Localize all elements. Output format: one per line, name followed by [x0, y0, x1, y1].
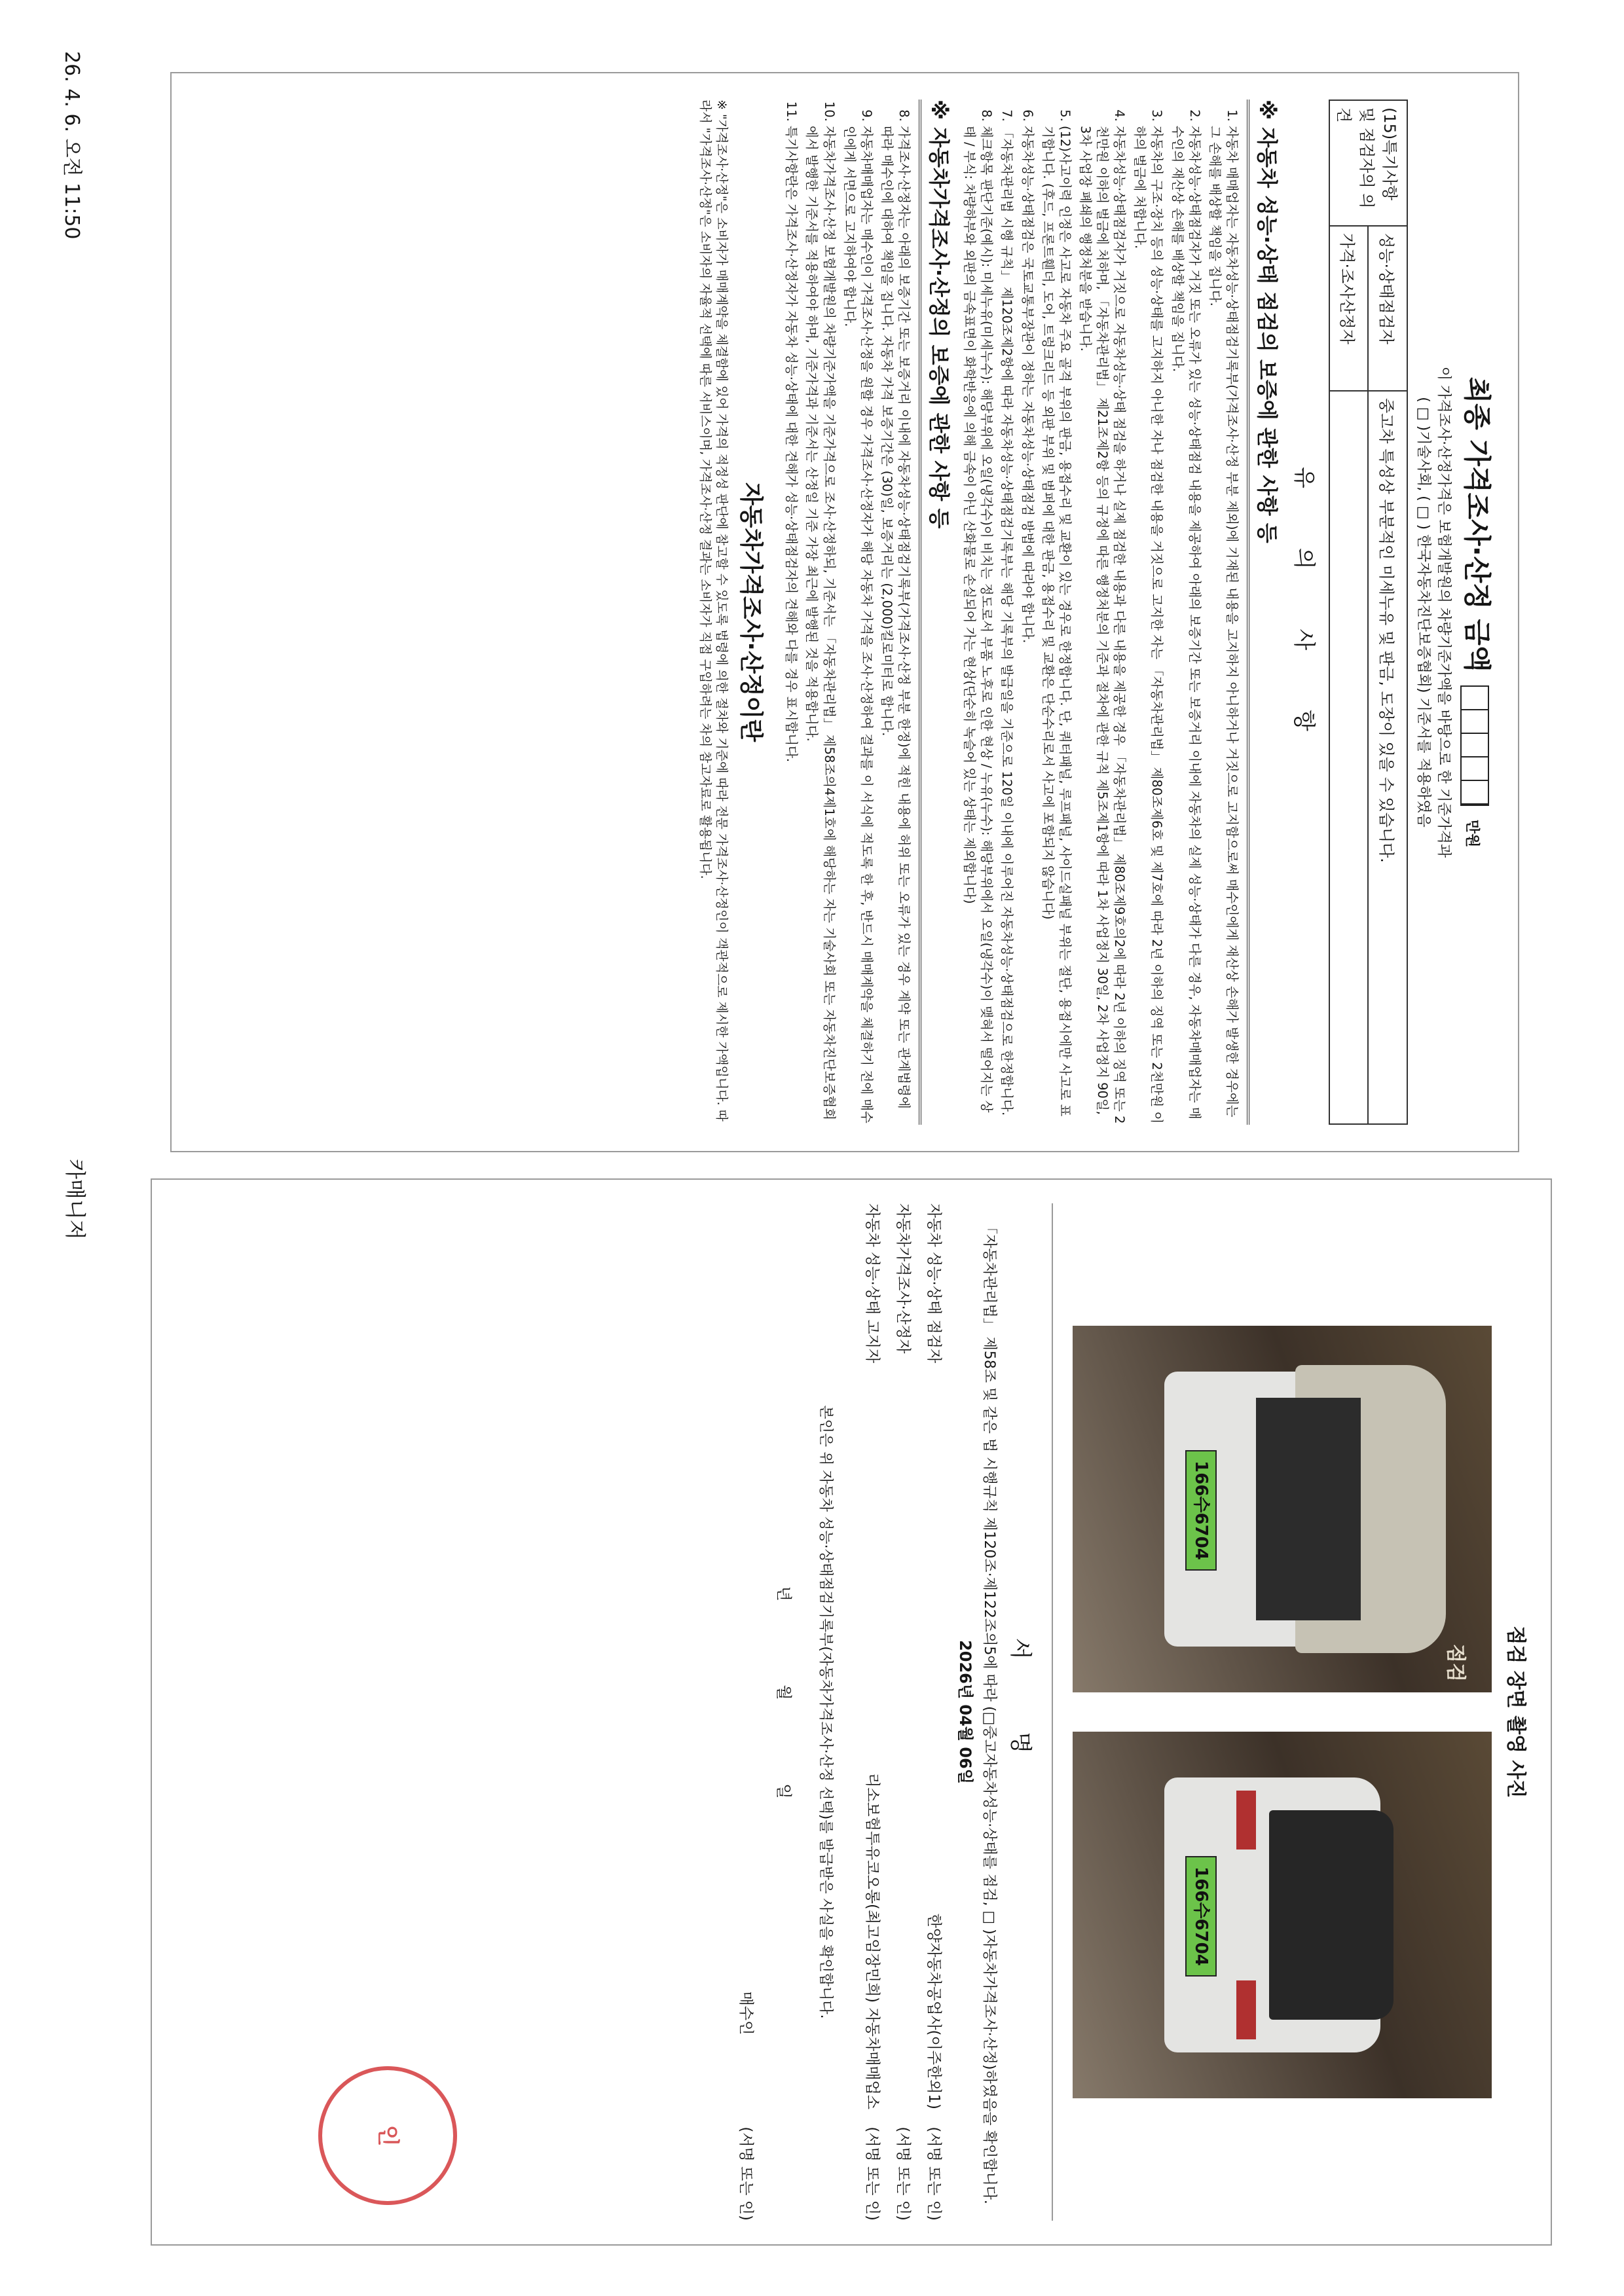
price-definition-note: ※ "가격조사·산정"은 소비자가 매매계약을 체결함에 있어 가격의 적정성 판단에 참고할 수 있도록 법령에 의한 절차와 기준에 따라 전문 가격조사·산정인이 객관적으로 제시한 가액입니다. 따라서 "가격조사·산정"은 소비자의 자율적 선택에 따른 서비스이며, 가격조사·산정 결과는 소비자가 직접 구입하려는 차의 참고자료로 활용됩니다. [697, 100, 729, 1121]
signer-name: 리소보험투유코오롱(최고임장민희) 자동차매매업소 [864, 1772, 881, 2109]
photo-section-title: 점검 장면 촬영 사진 [1504, 1626, 1527, 1798]
amount-unit: 만원 [1464, 819, 1480, 848]
engine-bay-photo [1073, 1326, 1492, 1692]
table-row [1369, 100, 1408, 1124]
license-plate: 166수6704 [1185, 1450, 1217, 1571]
list-item: 1. 자동차 매매업자는 자동차성능·상태점검기록부(가격조사·산정 부분 제외)에 기재된 내용을 고지하지 아니하거나 거짓으로 고지함으로써 매수인에게 재산상 손해가 발생한 경우에는 그 손해를 배상할 책임을 집니다. [1206, 126, 1240, 1125]
table-row [1329, 100, 1369, 1124]
blank-date-line: 년 월 일 [775, 1586, 793, 1838]
list-item: 10. 자동차가격조사·산정 보험개발원의 차량기준가액을 기준가격으로 조사·산정하되, 기준서는 「자동차관리법」 제58조의4제1호에 해당하는 자는 기술사회 또는 자동차진단보증협회에서 발행한 기준서를 적용하여야 하며, 기준가격과 기준서는 산정일 기준 가장 최근에 발행된 것을 적용합니다. [803, 126, 837, 1125]
inspection-photos [1073, 1203, 1492, 2221]
list-item: 7. 「자동차관리법 시행 규칙」 제120조제2항에 따라 자동차성능·상태점검기록부는 해당 기록부의 발급일을 기준으로 120일 이내에 이루어진 자동차성능·상태점검으로 한정합니다. [998, 126, 1015, 1125]
notice-panel [170, 72, 1519, 1152]
signer-role: 자동차 성능·상태 점검자 [925, 1203, 942, 1364]
buyer-signature-mark: (서명 또는 인) [737, 2126, 754, 2221]
rear-window [1269, 1810, 1393, 2020]
print-timestamp: 26. 4. 6. 오전 11:50 [60, 51, 83, 240]
buyer-signature-row [737, 1203, 758, 2221]
inspection-notice-list [961, 100, 1240, 1125]
price-definition-title: 자동차가격조사·산정이란 [737, 482, 765, 742]
final-price-title: 최종 가격조사·산정 금액 [1461, 376, 1493, 672]
red-seal-stamp: 인 [318, 2066, 457, 2205]
list-item: 11. 특기사항란은 가격조사·산정자가 자동차 성능·상태에 대한 견해가 성능·상태점검자의 견해와 다를 경우 표시합니다. [783, 126, 800, 1125]
buyer-label: 매수인 [737, 1991, 754, 2035]
photo-sign-text: 점검 [1444, 1644, 1467, 1682]
app-name: 카매니저 [63, 1159, 88, 1240]
signer-name: 한양자동차공업사(이주한외1) [925, 1913, 942, 2109]
checkbox-line: ( □ )기술사회, ( □ ) 한국자동차진단보증협회) 기준서를 적용하였음 [1415, 397, 1431, 828]
list-item: 8. 가격조사·산정자는 아래의 보증기간 또는 보증거리 이내에 자동차성능·상태점검기록부(가격조사·산정 부분 한정)에 적힌 내용에 허위 또는 오류가 있는 경우 계약 또는 관계법령에 따라 매수인에 대하여 책임을 집니다. 자동차 가격 보증기간은 (30)일, 보증거리는 (2,000)킬로미터로 합니다. [878, 126, 912, 1125]
buyer-confirmation: 본인은 위 자동차 성능·상태점검기록부(자동차가격조사·산정 선택)를 발급받은 사실을 확인합니다. [817, 1405, 834, 2019]
signer-role: 자동차가격조사·산정자 [895, 1203, 912, 1354]
signature-date: 2026년 04월 06일 [956, 1640, 974, 1784]
signature-mark: (서명 또는 인) [895, 2126, 912, 2221]
price-notice-list [783, 100, 912, 1125]
signer-role: 자동차 성능·상태 고지자 [864, 1203, 881, 1364]
list-item: 8. 체크항목 판단기준(예시): 미세누유(미세누수): 해당부위에 오일(냉각수)이 비치는 정도로서 부품 노후로 인한 현상 / 누유(누수): 해당부위에서 오일(냉각수)이 맺혀서 떨어지는 상태 / 부식: 차량하부와 외판의 금속표면이 화학반응에 의해 금속이 아닌 산화물로 손실되어 가는 현상(단순히 녹슬어 있는 상태는 제외합니다) [961, 126, 995, 1125]
list-item: 3. 자동차의 구조·장치 등의 성능·상태를 고지하지 아니한 자나 점검한 내용을 거짓으로 고지한 자는 「자동차관리법」 제80조제6호 및 제7호에 따라 2년 이하의 징역 또는 2천만원 이하의 벌금에 처합니다. [1131, 126, 1165, 1125]
tail-light [1236, 1980, 1256, 2039]
role-cell: 가격·조사산정자 [1329, 226, 1369, 391]
list-item: 2. 자동차성능·상태점검자가 거짓 또는 오류가 있는 성능·상태점검 내용을 제공하여 아래의 보증기간 또는 보증거리 이내에 자동차의 실제 성능·상태가 다른 경우, 자동차매매업자는 매수인의 재산상 손해를 배상할 책임을 집니다. [1169, 126, 1203, 1125]
amount-box [1461, 685, 1490, 806]
signature-mark: (서명 또는 인) [864, 2126, 881, 2221]
engine [1256, 1398, 1361, 1620]
notice-heading: 유 의 사 항 [1291, 467, 1317, 757]
opinion-cell [1329, 391, 1369, 1124]
signer-row [925, 1203, 946, 2221]
signer-row [863, 1203, 885, 2221]
section-title-price: ※ 자동차가격조사·산정의 보증에 관한 사항 등 [919, 100, 955, 1125]
section-title-inspection: ※ 자동차 성능·상태 점검의 보증에 관한 사항 등 [1247, 100, 1283, 1125]
list-item: 5. (12)사고이력 인정은 사고로 자동차 주요 골격 부위의 판금, 용접수리 및 교환이 있는 경우로 한정합니다. 단, 쿼터패널, 루프패널, 사이드실패널 부위는 절단, 용접시에만 사고로 표기합니다. (후드, 프론트휀더, 도어, 트렁크리드 등 외판 부위 및 범퍼에 대한 판금, 용접수리 및 교환은 단순수리로서 사고에 포함되지 않습니다) [1039, 126, 1073, 1125]
signature-mark: (서명 또는 인) [925, 2126, 942, 2221]
opinion-cell: 중고차 특성상 부분적인 미세누유 및 판금, 도장이 있을 수 있습니다. [1369, 391, 1408, 1124]
role-cell: 성능·상태점검자 [1369, 226, 1408, 391]
remarks-label: (15)특기사항 및 점검자의 의견 [1329, 100, 1407, 226]
signature-statement: 「자동차관리법」 제58조 및 같은 법 시행규칙 제120조·제122조의5에 따라 (□중고자동차성능·상태를 점검, □ )자동차가격조사·산정)하였음을 확인합니다. [981, 1220, 997, 2204]
photo-signature-panel [151, 1178, 1552, 2246]
list-item: 9. 자동차매매업자는 매수인이 가격조사·산정을 원할 경우 가격조사·산정자가 해당 자동차 가격을 조사·산정하여 결과를 이 서식에 적도록 한 후, 반드시 매매계약을 체결하기 전에 매수인에게 서면으로 고지하여야 합니다. [841, 126, 875, 1125]
signer-row [894, 1203, 915, 2221]
signature-title: 서 명 [1006, 1203, 1053, 2221]
basis-line: 이 가격조사·산정가격은 보험개발원의 차량기준가액을 바탕으로 한 기준가격과 [1435, 366, 1452, 858]
remarks-table [1329, 100, 1408, 1125]
rear-view-photo [1073, 1732, 1492, 2098]
tail-light [1236, 1791, 1256, 1850]
license-plate: 166수6704 [1185, 1856, 1217, 1977]
list-item: 4. 자동차성능·상태점검자가 거짓으로 자동차성능·상태 점검을 하거나 실제 점검한 내용과 다른 내용을 제공한 경우 「자동차관리법」 제80조제9호의2에 따라 2년 이하의 징역 또는 2천만원 이하의 벌금에 처하며, 「자동차관리법」 제21조제2항 등의 규정에 따른 행정처분의 기준과 절차에 관한 규칙 제5조제1항에 따라 1차 사업정지 30일, 2차 사업정지 90일, 3차 사업장 폐쇄의 행정처분을 받습니다. [1077, 126, 1128, 1125]
list-item: 6. 자동차성능·상태점검은 국토교통부장관이 정하는 자동차성능·상태점검 방법에 따라야 합니다. [1019, 126, 1036, 1125]
